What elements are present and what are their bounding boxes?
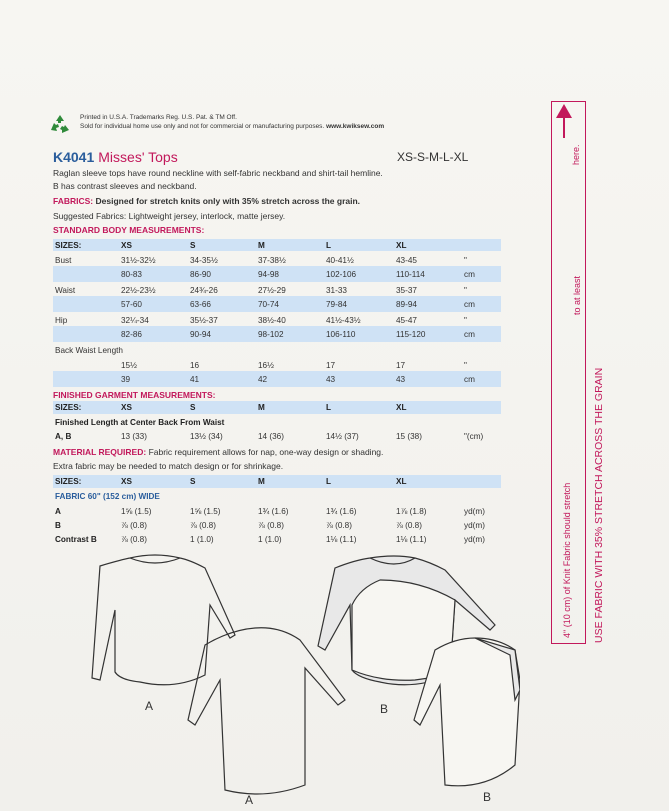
unit-yd: yd(m)	[464, 535, 485, 544]
pattern-title	[53, 149, 178, 165]
table-cell: 43	[326, 375, 336, 384]
size-header: XL	[396, 241, 407, 250]
unit-in-cm: "(cm)	[464, 432, 484, 441]
size-header: XL	[396, 477, 407, 486]
table-cell: 22½-23½	[121, 286, 156, 295]
unit-cm: cm	[464, 330, 475, 339]
row-label-a: A	[55, 507, 61, 516]
sizes-label: SIZES:	[55, 477, 82, 486]
size-header: XS	[121, 241, 132, 250]
table-cell: 13½ (34)	[190, 432, 223, 441]
fabric-width-label: FABRIC 60" (152 cm) WIDE	[55, 492, 160, 501]
table-cell: 32¼-34	[121, 316, 149, 325]
table-cell: 16½	[258, 361, 274, 370]
size-header: XS	[121, 403, 132, 412]
table-cell: 45-47	[396, 316, 417, 325]
material-heading: MATERIAL REQUIRED: Fabric requirement allows for nap, one-way design or shading.	[53, 447, 384, 457]
view-label-b-back: B	[483, 790, 492, 804]
unit-yd: yd(m)	[464, 521, 485, 530]
table-cell: 41	[190, 375, 200, 384]
table-cell: 1⅛ (1.1)	[396, 535, 427, 544]
size-header: M	[258, 403, 265, 412]
table-cell: 63-66	[190, 300, 211, 309]
table-cell: 98-102	[258, 330, 284, 339]
table-cell: 15 (38)	[396, 432, 422, 441]
row-label-contrast-b: Contrast B	[55, 535, 97, 544]
table-cell: ⅞ (0.8)	[121, 521, 147, 530]
row-label-back-waist: Back Waist Length	[55, 346, 123, 355]
sizes-label: SIZES:	[55, 241, 82, 250]
table-cell: 15½	[121, 361, 137, 370]
table-cell: 70-74	[258, 300, 279, 309]
table-cell: 1¾ (1.6)	[326, 507, 357, 516]
table-cell: 80-83	[121, 270, 142, 279]
table-cell: 1 (1.0)	[190, 535, 214, 544]
table-cell: 1⅛ (1.1)	[326, 535, 357, 544]
table-cell: 115-120	[396, 330, 426, 339]
size-header: S	[190, 241, 196, 250]
size-header: S	[190, 403, 196, 412]
table-cell: 39	[121, 375, 131, 384]
view-label-b-front: B	[380, 702, 389, 716]
pattern-code: K4041	[53, 149, 95, 165]
size-header: L	[326, 241, 332, 250]
table-cell: 41½-43½	[326, 316, 361, 325]
description-line-2: B has contrast sleeves and neckband.	[53, 181, 197, 191]
unit-in: "	[464, 286, 467, 295]
table-cell: 1¾ (1.6)	[258, 507, 289, 516]
table-cell: 40-41½	[326, 256, 354, 265]
table-cell: 27½-29	[258, 286, 286, 295]
website-link[interactable]: www.kwiksew.com	[326, 123, 385, 130]
table-cell: ⅞ (0.8)	[258, 521, 284, 530]
size-header: S	[190, 477, 196, 486]
suggested-fabrics: Suggested Fabrics: Lightweight jersey, interlock, matte jersey.	[53, 211, 286, 221]
table-cell: 102-106	[326, 270, 357, 279]
table-cell: 31-33	[326, 286, 347, 295]
table-cell: 24¾-26	[190, 286, 218, 295]
table-cell: 35-37	[396, 286, 417, 295]
gauge-text-at-least: to at least	[572, 275, 582, 315]
table-cell: 16	[190, 361, 200, 370]
row-label-b: B	[55, 521, 61, 530]
size-header: M	[258, 241, 265, 250]
view-a-front-sketch	[92, 555, 235, 685]
table-cell: ⅞ (0.8)	[326, 521, 352, 530]
table-cell: 90-94	[190, 330, 211, 339]
view-label-a-front: A	[145, 699, 154, 713]
size-header: XS	[121, 477, 132, 486]
table-cell: ⅞ (0.8)	[121, 535, 147, 544]
size-range: XS-S-M-L-XL	[397, 150, 469, 164]
table-cell: 14 (36)	[258, 432, 284, 441]
table-cell: ⅞ (0.8)	[396, 521, 422, 530]
table-cell: 57-60	[121, 300, 142, 309]
row-label-hip: Hip	[55, 316, 68, 325]
unit-in: "	[464, 316, 467, 325]
unit-cm: cm	[464, 300, 475, 309]
gauge-text-here: here.	[571, 144, 581, 165]
garment-sketches	[60, 550, 520, 805]
size-header: L	[326, 403, 332, 412]
gauge-text-4in: 4" (10 cm) of Knit Fabric should stretch	[562, 482, 572, 638]
size-header: L	[326, 477, 332, 486]
view-label-a-back: A	[245, 793, 254, 807]
material-extra: Extra fabric may be needed to match design or for shrinkage.	[53, 461, 284, 471]
table-cell: 1⅞ (1.8)	[396, 507, 427, 516]
table-cell: ⅞ (0.8)	[190, 521, 216, 530]
table-cell: 14½ (37)	[326, 432, 359, 441]
table-cell: 94-98	[258, 270, 279, 279]
fabrics-line: FABRICS: Designed for stretch knits only with 35% stretch across the grain.	[53, 196, 361, 206]
row-label-ab: A, B	[55, 432, 72, 441]
size-header: M	[258, 477, 265, 486]
unit-in: "	[464, 256, 467, 265]
pattern-name: Misses' Tops	[98, 149, 178, 165]
view-a-back-sketch	[188, 628, 345, 794]
row-label-waist: Waist	[55, 286, 76, 295]
table-cell: 86-90	[190, 270, 211, 279]
table-cell: 106-110	[326, 330, 356, 339]
printed-notice: Printed in U.S.A. Trademarks Reg. U.S. Pat. & TM Off.	[80, 114, 237, 121]
table-cell: 38½-40	[258, 316, 286, 325]
description-line-1: Raglan sleeve tops have round neckline with self-fabric neckband and shirt-tail hemline.	[53, 168, 383, 178]
unit-cm: cm	[464, 375, 475, 384]
table-cell: 13 (33)	[121, 432, 147, 441]
table-cell: 1⅝ (1.5)	[121, 507, 152, 516]
table-cell: 31½-32½	[121, 256, 156, 265]
use-fabric-text: USE FABRIC WITH 35% STRETCH ACROSS THE GRAIN	[593, 367, 605, 643]
table-cell: 42	[258, 375, 268, 384]
table-cell: 1 (1.0)	[258, 535, 282, 544]
body-measurements-heading: STANDARD BODY MEASUREMENTS:	[53, 225, 205, 235]
table-cell: 17	[326, 361, 336, 370]
size-header: XL	[396, 403, 407, 412]
table-cell: 1⅝ (1.5)	[190, 507, 221, 516]
unit-in: "	[464, 361, 467, 370]
sold-notice: Sold for individual home use only and not for commercial or manufacturing purposes. www.kwiksew.com	[80, 123, 385, 130]
arrow-up-icon	[556, 104, 572, 138]
unit-yd: yd(m)	[464, 507, 485, 516]
recycle-icon	[47, 112, 73, 138]
table-cell: 43	[396, 375, 406, 384]
table-cell: 110-114	[396, 270, 425, 279]
table-cell: 17	[396, 361, 406, 370]
finished-length-label: Finished Length at Center Back From Waist	[55, 418, 225, 427]
finished-heading: FINISHED GARMENT MEASUREMENTS:	[53, 390, 216, 400]
table-cell: 79-84	[326, 300, 347, 309]
table-cell: 34-35½	[190, 256, 218, 265]
sizes-label: SIZES:	[55, 403, 82, 412]
table-cell: 35½-37	[190, 316, 218, 325]
table-cell: 37-38½	[258, 256, 286, 265]
table-cell: 89-94	[396, 300, 417, 309]
unit-cm: cm	[464, 270, 475, 279]
table-cell: 82-86	[121, 330, 142, 339]
row-label-bust: Bust	[55, 256, 72, 265]
table-cell: 43-45	[396, 256, 417, 265]
